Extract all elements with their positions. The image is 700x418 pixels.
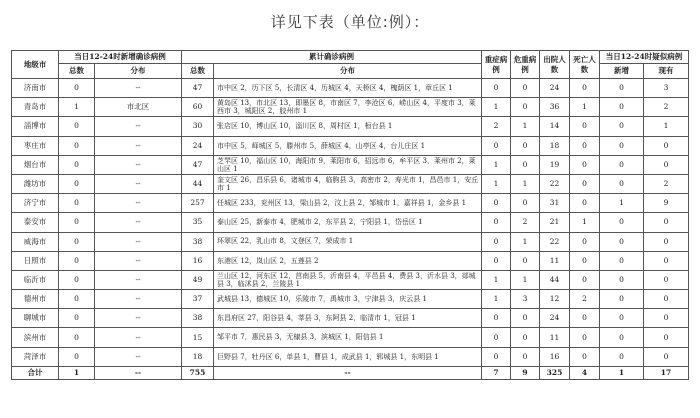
- new-total-cell: 0: [59, 290, 95, 309]
- critical-cell: 0: [511, 194, 540, 213]
- cum-total-cell: 24: [182, 136, 214, 155]
- city-cell: 青岛市: [12, 98, 59, 117]
- suspected-new-cell: 1: [600, 194, 644, 213]
- suspected-new-cell: 0: [600, 155, 644, 174]
- cum-distribution-cell: 泰山区 25，新泰市 4，肥城市 2，东平县 2，宁阳县 1，岱岳区 1: [214, 213, 482, 232]
- discharged-cell: 44: [540, 270, 570, 289]
- severe-cell: 0: [482, 309, 511, 328]
- city-cell: 菏泽市: [12, 347, 59, 366]
- cum-distribution-cell: --: [214, 366, 482, 379]
- cum-distribution-cell: 兰山区 12，河东区 12，莒南县 5，沂南县 4，平邑县 4，费县 3，沂水县 3，郯城县 3，临沭县 2，兰陵县 1: [214, 270, 482, 289]
- deaths-cell: 1: [570, 213, 600, 232]
- severe-cell: 1: [482, 155, 511, 174]
- header-severe: 重症病例: [482, 51, 511, 79]
- suspected-new-cell: 0: [600, 136, 644, 155]
- deaths-cell: 0: [570, 309, 600, 328]
- severe-cell: 7: [482, 366, 511, 379]
- critical-cell: 0: [511, 347, 540, 366]
- new-total-cell: 0: [59, 251, 95, 270]
- new-distribution-cell: --: [95, 232, 182, 251]
- city-cell: 烟台市: [12, 155, 59, 174]
- new-distribution-cell: --: [95, 213, 182, 232]
- new-distribution-cell: --: [95, 136, 182, 155]
- suspected-new-cell: 0: [600, 270, 644, 289]
- discharged-cell: 22: [540, 232, 570, 251]
- suspected-existing-cell: 2: [644, 174, 689, 193]
- new-distribution-cell: --: [95, 366, 182, 379]
- new-total-cell: 0: [59, 213, 95, 232]
- critical-cell: 0: [511, 136, 540, 155]
- new-total-cell: 0: [59, 194, 95, 213]
- critical-cell: 0: [511, 328, 540, 347]
- discharged-cell: 12: [540, 290, 570, 309]
- table-row: [12, 213, 689, 232]
- city-cell: 滨州市: [12, 328, 59, 347]
- suspected-existing-cell: 3: [644, 79, 689, 98]
- discharged-cell: 18: [540, 136, 570, 155]
- deaths-cell: 1: [570, 98, 600, 117]
- cum-total-cell: 47: [182, 155, 214, 174]
- deaths-cell: 0: [570, 117, 600, 136]
- severe-cell: 1: [482, 98, 511, 117]
- suspected-existing-cell: 0: [644, 136, 689, 155]
- cum-total-cell: 18: [182, 347, 214, 366]
- deaths-cell: 0: [570, 155, 600, 174]
- suspected-new-cell: 1: [600, 366, 644, 379]
- critical-cell: 0: [511, 251, 540, 270]
- header-suspected-group: 当日12-24时疑似病例: [600, 51, 689, 64]
- severe-cell: 0: [482, 328, 511, 347]
- discharged-cell: 36: [540, 98, 570, 117]
- suspected-new-cell: 0: [600, 290, 644, 309]
- severe-cell: 0: [482, 232, 511, 251]
- new-distribution-cell: --: [95, 174, 182, 193]
- new-distribution-cell: --: [95, 79, 182, 98]
- critical-cell: 3: [511, 290, 540, 309]
- new-total-cell: 0: [59, 232, 95, 251]
- city-cell: 日照市: [12, 251, 59, 270]
- severe-cell: 0: [482, 251, 511, 270]
- discharged-cell: 325: [540, 366, 570, 379]
- cum-distribution-cell: 邹平市 7，惠民县 3，无棣县 3，滨城区 1，阳信县 1: [214, 328, 482, 347]
- discharged-cell: 11: [540, 328, 570, 347]
- cum-distribution-cell: 市中区 2，历下区 5，长清区 4，历城区 4，天桥区 4，槐荫区 1，章丘区 1: [214, 79, 482, 98]
- cum-distribution-cell: 芝罘区 10，福山区 10，海阳市 9，莱阳市 6，招远市 6，牟平区 3，莱州市 2，莱山区 1: [214, 155, 482, 174]
- cum-total-cell: 37: [182, 290, 214, 309]
- discharged-cell: 24: [540, 79, 570, 98]
- discharged-cell: 22: [540, 174, 570, 193]
- table-row: [12, 117, 689, 136]
- suspected-new-cell: 0: [600, 98, 644, 117]
- suspected-existing-cell: 9: [644, 194, 689, 213]
- table-row: [12, 174, 689, 193]
- header-new-distribution: 分布: [95, 64, 182, 79]
- new-distribution-cell: --: [95, 290, 182, 309]
- suspected-new-cell: 0: [600, 174, 644, 193]
- new-total-cell: 0: [59, 270, 95, 289]
- severe-cell: 1: [482, 290, 511, 309]
- city-cell: 合计: [12, 366, 59, 379]
- cum-total-cell: 15: [182, 328, 214, 347]
- header-new-group: 当日12-24时新增确诊病例: [59, 51, 182, 64]
- severe-cell: 1: [482, 270, 511, 289]
- city-cell: 威海市: [12, 232, 59, 251]
- cum-distribution-cell: 黄岛区 13，市北区 13，即墨区 8，市南区 7，李沧区 6，崂山区 4，平度市 3，莱西市 3，城阳区 2，胶州市 1: [214, 98, 482, 117]
- cum-distribution-cell: 市中区 5，峄城区 5，滕州市 5，薛城区 4，山亭区 4，台儿庄区 1: [214, 136, 482, 155]
- suspected-new-cell: 0: [600, 117, 644, 136]
- table-row: [12, 194, 689, 213]
- discharged-cell: 31: [540, 194, 570, 213]
- critical-cell: 0: [511, 79, 540, 98]
- header-cum-distribution: 分布: [214, 64, 482, 79]
- table-row: [12, 328, 689, 347]
- deaths-cell: 4: [570, 366, 600, 379]
- deaths-cell: 0: [570, 136, 600, 155]
- new-total-cell: 0: [59, 155, 95, 174]
- table-row: [12, 98, 689, 117]
- cum-distribution-cell: 东昌府区 27，阳谷县 4，莘县 3，东阿县 2，临清市 1，冠县 1: [214, 309, 482, 328]
- discharged-cell: 11: [540, 251, 570, 270]
- new-total-cell: 0: [59, 174, 95, 193]
- suspected-existing-cell: 0: [644, 328, 689, 347]
- critical-cell: 0: [511, 309, 540, 328]
- total-row: [12, 366, 689, 379]
- severe-cell: 0: [482, 136, 511, 155]
- cum-total-cell: 755: [182, 366, 214, 379]
- header-critical: 危重病例: [511, 51, 540, 79]
- discharged-cell: 24: [540, 309, 570, 328]
- critical-cell: 0: [511, 98, 540, 117]
- severe-cell: 0: [482, 347, 511, 366]
- cum-total-cell: 16: [182, 251, 214, 270]
- table-row: [12, 251, 689, 270]
- deaths-cell: 0: [570, 232, 600, 251]
- city-cell: 枣庄市: [12, 136, 59, 155]
- deaths-cell: 0: [570, 328, 600, 347]
- deaths-cell: 0: [570, 347, 600, 366]
- discharged-cell: 21: [540, 213, 570, 232]
- critical-cell: 1: [511, 174, 540, 193]
- suspected-existing-cell: 0: [644, 213, 689, 232]
- new-total-cell: 1: [59, 98, 95, 117]
- suspected-existing-cell: 0: [644, 251, 689, 270]
- table-row: [12, 79, 689, 98]
- table-row: [12, 309, 689, 328]
- city-cell: 临沂市: [12, 270, 59, 289]
- header-new-total: 总数: [59, 64, 95, 79]
- new-total-cell: 0: [59, 309, 95, 328]
- table-row: [12, 232, 689, 251]
- critical-cell: 1: [511, 270, 540, 289]
- new-distribution-cell: --: [95, 194, 182, 213]
- deaths-cell: 0: [570, 194, 600, 213]
- suspected-existing-cell: 0: [644, 309, 689, 328]
- critical-cell: 1: [511, 117, 540, 136]
- cum-total-cell: 257: [182, 194, 214, 213]
- suspected-new-cell: 0: [600, 347, 644, 366]
- severe-cell: 2: [482, 117, 511, 136]
- city-cell: 泰安市: [12, 213, 59, 232]
- new-distribution-cell: --: [95, 328, 182, 347]
- suspected-existing-cell: 1: [644, 117, 689, 136]
- header-city: 地级市: [12, 51, 59, 79]
- new-total-cell: 0: [59, 136, 95, 155]
- new-total-cell: 0: [59, 328, 95, 347]
- table-row: [12, 290, 689, 309]
- discharged-cell: 19: [540, 155, 570, 174]
- cum-distribution-cell: 武城县 13，德城区 10，乐陵市 7，禹城市 3，宁津县 3，庆云县 1: [214, 290, 482, 309]
- header-deaths: 死亡人数: [570, 51, 600, 79]
- new-distribution-cell: --: [95, 270, 182, 289]
- suspected-existing-cell: 0: [644, 270, 689, 289]
- case-table: [11, 50, 689, 380]
- cum-total-cell: 47: [182, 79, 214, 98]
- severe-cell: 0: [482, 194, 511, 213]
- cum-distribution-cell: 东港区 12，岚山区 2，五莲县 2: [214, 251, 482, 270]
- new-total-cell: 0: [59, 347, 95, 366]
- suspected-new-cell: 0: [600, 232, 644, 251]
- cum-distribution-cell: 任城区 233，兖州区 13，梁山县 2，汶上县 2，邹城市 1，嘉祥县 1，金乡县 1: [214, 194, 482, 213]
- city-cell: 济南市: [12, 79, 59, 98]
- city-cell: 潍坊市: [12, 174, 59, 193]
- city-cell: 德州市: [12, 290, 59, 309]
- page-title: 详见下表（单位:例）：: [270, 13, 430, 31]
- city-cell: 淄博市: [12, 117, 59, 136]
- critical-cell: 1: [511, 232, 540, 251]
- table-row: [12, 155, 689, 174]
- suspected-existing-cell: 0: [644, 347, 689, 366]
- new-distribution-cell: --: [95, 117, 182, 136]
- cum-total-cell: 44: [182, 174, 214, 193]
- severe-cell: 1: [482, 174, 511, 193]
- cum-total-cell: 38: [182, 309, 214, 328]
- suspected-new-cell: 0: [600, 213, 644, 232]
- cum-distribution-cell: 奎文区 26，昌乐县 6，诸城市 4，临朐县 3，高密市 2，寿光市 1，昌邑市 1，安丘市 1: [214, 174, 482, 193]
- new-distribution-cell: --: [95, 251, 182, 270]
- cum-distribution-cell: 张店区 10，博山区 10，淄川区 8，周村区 1，桓台县 1: [214, 117, 482, 136]
- critical-cell: 2: [511, 213, 540, 232]
- critical-cell: 0: [511, 155, 540, 174]
- new-distribution-cell: --: [95, 347, 182, 366]
- deaths-cell: 0: [570, 174, 600, 193]
- deaths-cell: 2: [570, 290, 600, 309]
- cum-total-cell: 30: [182, 117, 214, 136]
- cum-total-cell: 35: [182, 213, 214, 232]
- suspected-new-cell: 0: [600, 79, 644, 98]
- cum-distribution-cell: 巨野县 7，牡丹区 6，单县 1，曹县 1，成武县 1，郓城县 1，东明县 1: [214, 347, 482, 366]
- suspected-new-cell: 0: [600, 328, 644, 347]
- header-suspected-new: 新增: [600, 64, 644, 79]
- city-cell: 聊城市: [12, 309, 59, 328]
- critical-cell: 9: [511, 366, 540, 379]
- new-distribution-cell: --: [95, 309, 182, 328]
- deaths-cell: 0: [570, 79, 600, 98]
- cum-total-cell: 60: [182, 98, 214, 117]
- cum-distribution-cell: 环翠区 22，乳山市 8，文登区 7，荣成市 1: [214, 232, 482, 251]
- suspected-new-cell: 0: [600, 309, 644, 328]
- deaths-cell: 0: [570, 251, 600, 270]
- table-row: [12, 270, 689, 289]
- table-row: [12, 136, 689, 155]
- deaths-cell: 0: [570, 270, 600, 289]
- new-total-cell: 1: [59, 366, 95, 379]
- cum-total-cell: 49: [182, 270, 214, 289]
- discharged-cell: 14: [540, 117, 570, 136]
- new-distribution-cell: 市北区: [95, 98, 182, 117]
- new-total-cell: 0: [59, 79, 95, 98]
- suspected-existing-cell: 0: [644, 232, 689, 251]
- header-suspected-existing: 现有: [644, 64, 689, 79]
- cum-total-cell: 38: [182, 232, 214, 251]
- table-row: [12, 347, 689, 366]
- new-total-cell: 0: [59, 117, 95, 136]
- header-cum-group: 累计确诊病例: [182, 51, 482, 64]
- suspected-existing-cell: 0: [644, 290, 689, 309]
- new-distribution-cell: --: [95, 155, 182, 174]
- discharged-cell: 16: [540, 347, 570, 366]
- severe-cell: 0: [482, 79, 511, 98]
- suspected-existing-cell: 17: [644, 366, 689, 379]
- severe-cell: 0: [482, 213, 511, 232]
- suspected-existing-cell: 2: [644, 98, 689, 117]
- city-cell: 济宁市: [12, 194, 59, 213]
- suspected-existing-cell: 0: [644, 155, 689, 174]
- header-discharged: 出院人数: [540, 51, 570, 79]
- header-cum-total: 总数: [182, 64, 214, 79]
- suspected-new-cell: 0: [600, 251, 644, 270]
